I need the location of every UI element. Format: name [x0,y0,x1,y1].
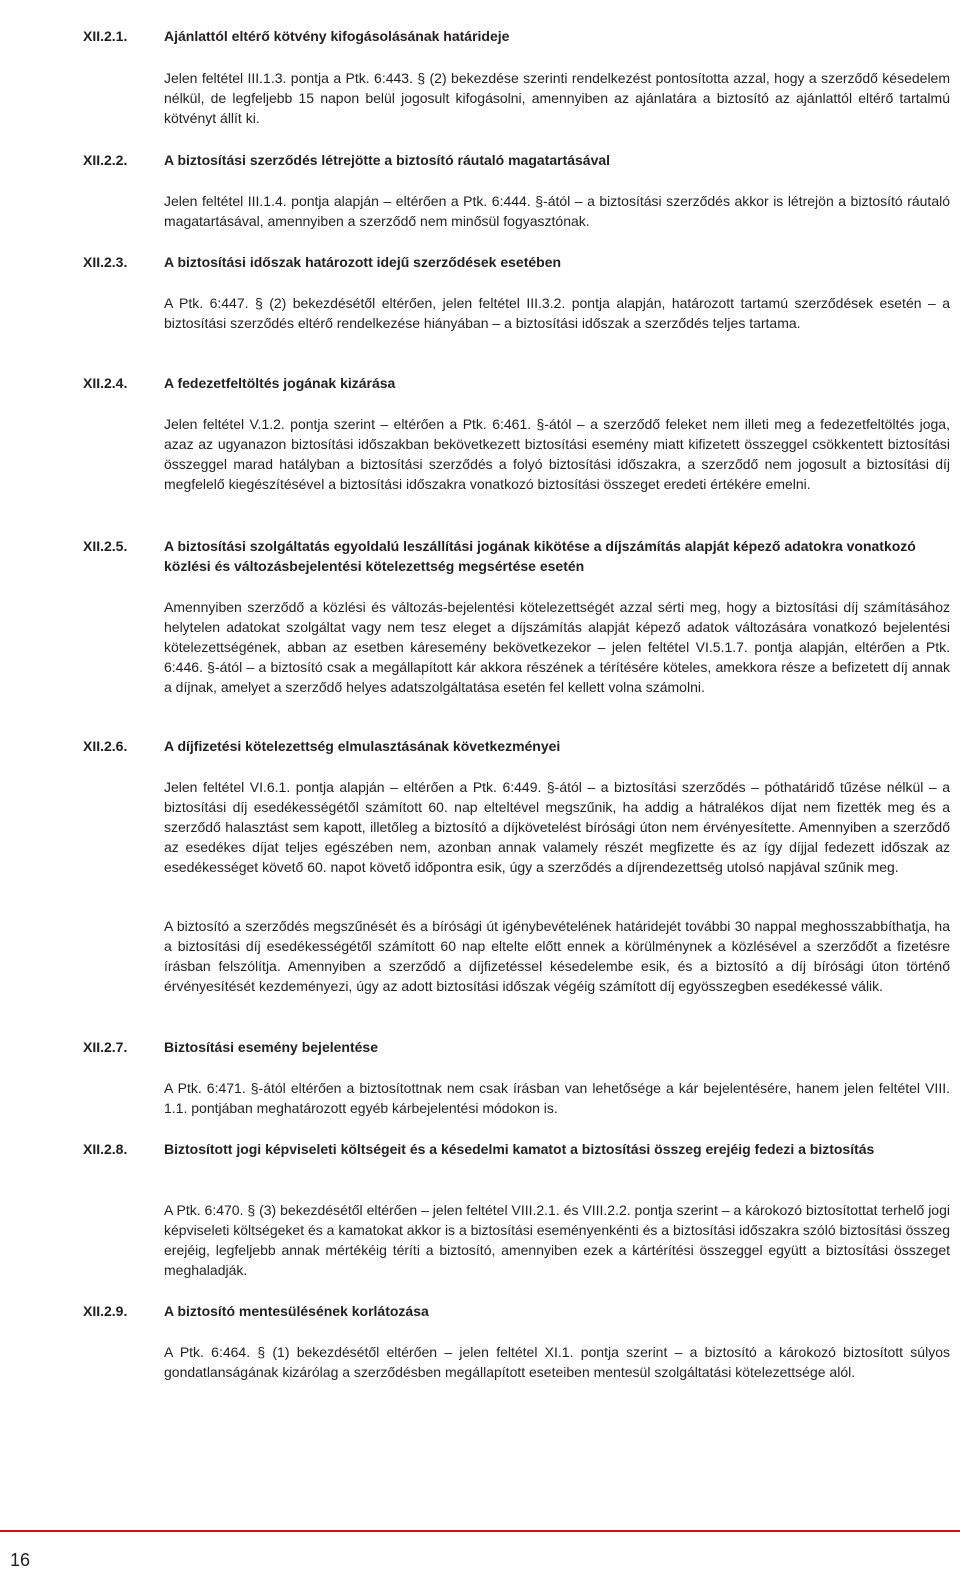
section-number: XII.2.7. [83,1039,128,1055]
section-number: XII.2.3. [83,254,128,270]
section-number: XII.2.1. [83,28,128,44]
section-number: XII.2.5. [83,538,128,554]
section-paragraph: A Ptk. 6:447. § (2) bekezdésétől eltérően, jelen feltétel III.3.2. pontja alapján, határozott tartamú szerződések esetén – a biztosítási szerződés eltérő rendelkezése hiányában – a biztosítási időszak a szerződés teljes tartama. [164,295,950,331]
section-paragraph: Jelen feltétel III.1.3. pontja a Ptk. 6:443. § (2) bekezdése szerinti rendelkezést pontosította azzal, hogy a szerződő késedelem nélkül, de legfeljebb 15 napon belül jogosult kifogásolni, amennyiben az ajánlatára a biztosító az ajánlattól eltérő tartalmú kötvényt állít ki. [164,70,950,126]
section-paragraph: Jelen feltétel V.1.2. pontja szerint – eltérően a Ptk. 6:461. §-ától – a szerződő feleket nem illeti meg a fedezetfeltöltés joga, azaz az ugyanazon biztosítási időszakban bekövetkezett biztosítási esemény miatt kifizetett összeggel csökkentett biztosítási összeggel marad hatályban a biztosítási szerződés a folyó biztosítási időszakra, a szerződő nem jogosult a biztosítási díj megfelelő kiegészítésével a biztosítási időszakra vonatkozó biztosítási összeget eredeti értékére emelni. [164,416,950,492]
section-title: A biztosító mentesülésének korlátozása [164,1303,429,1319]
section-title: A fedezetfeltöltés jogának kizárása [164,375,396,391]
page-number: 16 [10,1550,31,1570]
section-title: A biztosítási szolgáltatás egyoldalú leszállítási jogának kikötése a díjszámítás alapját képező adatokra vonatkozó közlési és változásbejelentési kötelezettség megsértése esetén [164,538,916,574]
footer-rule [0,1530,960,1532]
section-title: Biztosítási esemény bejelentése [164,1039,378,1055]
section-paragraph: Amennyiben szerződő a közlési és változás-bejelentési kötelezettségét azzal sérti meg, hogy a biztosítási díj számításához helytelen adatokat szolgáltat vagy nem tesz eleget a díjszámítás alapját képező adatok változására vonatkozó bejelentési kötelezettségének, abban az esetben káresemény bekövetkezekor – jelen feltétel VI.5.1.7. pontja alapján, eltérően a Ptk. 6:446. §-ától – a biztosító csak a megállapított kár akkora részének a térítésére köteles, amekkora része a befizetett díj annak a díjnak, amelyet a szerződő helyes adatszolgáltatása esetén fel kellett volna számolni. [164,599,950,695]
section-title: A díjfizetési kötelezettség elmulasztásának következményei [164,738,561,754]
section-paragraph: Jelen feltétel VI.6.1. pontja alapján – eltérően a Ptk. 6:449. §-ától – a biztosítási szerződés – póthatáridő tűzése nélkül – a biztosítási díj esedékességétől számított 60. nap elteltével megszűnik, ha addig a hátralékos díjat nem fizették meg és a szerződő halasztást sem kapott, illetőleg a biztosító a díjkövetelést bírósági úton nem érvényesítette. Amennyiben a szerződő az esedékes díjat teljes egészében nem, azonban annak valamely részét megfizette és az így díjjal fedezett időszak az esedékességet követő 60. napot követő időpontra esik, úgy a szerződés a díjrendezettség utolsó napjával szűnik meg. [164,779,950,875]
section-number: XII.2.4. [83,375,128,391]
section-title: Ajánlattól eltérő kötvény kifogásolásának határideje [164,28,510,44]
section-title: A biztosítási szerződés létrejötte a biztosító ráutaló magatartásával [164,152,611,168]
section-paragraph: A Ptk. 6:464. § (1) bekezdésétől eltérően – jelen feltétel XI.1. pontja szerint – a biztosító a károkozó biztosított súlyos gondatlanságának kizárólag a szerződésben megállapított eseteiben mentesül szolgáltatási kötelezettsége alól. [164,1344,950,1380]
section-paragraph: A Ptk. 6:470. § (3) bekezdésétől eltérően – jelen feltétel VIII.2.1. és VIII.2.2. pontja szerint – a károkozó biztosítottat terhelő jogi képviseleti költségeket és a kamatokat akkor is a biztosítási eseményenkénti és a biztosítási időszakra szóló biztosítási összeg erejéig, legfeljebb annak mértékéig téríti a biztosító, amennyiben ezek a kártérítési összeggel együtt a biztosítási összeget meghaladják. [164,1202,950,1278]
section-paragraph: A biztosító a szerződés megszűnését és a bírósági út igénybevételének határidejét további 30 nappal meghosszabbíthatja, ha a biztosítási díj esedékességétől számított 60 nap eltelte előtt ennek a körülménynek a közlésével a szerződőt a fizetésre írásban felszólítja. Amennyiben a szerződő a díjfizetéssel késedelembe esik, és a biztosító a díj bírósági úton történő érvényesítését kezdeményezi, úgy az adott biztosítási időszak végéig számított díj egyösszegben esedékessé válik. [164,918,950,994]
section-title: A biztosítási időszak határozott idejű szerződések esetében [164,254,562,270]
section-number: XII.2.2. [83,152,128,168]
section-paragraph: A Ptk. 6:471. §-ától eltérően a biztosítottnak nem csak írásban van lehetősége a kár bejelentésére, hanem jelen feltétel VIII. 1.1. pontjában meghatározott egyéb kárbejelentési módokon is. [164,1080,950,1116]
section-number: XII.2.9. [83,1303,128,1319]
section-number: XII.2.6. [83,738,128,754]
section-paragraph: Jelen feltétel III.1.4. pontja alapján – eltérően a Ptk. 6:444. §-ától – a biztosítási szerződés akkor is létrejön a biztosító ráutaló magatartásával, amennyiben a szerződő nem minősül fogyasztónak. [164,193,950,229]
section-title: Biztosított jogi képviseleti költségeit és a késedelmi kamatot a biztosítási összeg erejéig fedezi a biztosítás [164,1141,875,1157]
section-number: XII.2.8. [83,1141,128,1157]
